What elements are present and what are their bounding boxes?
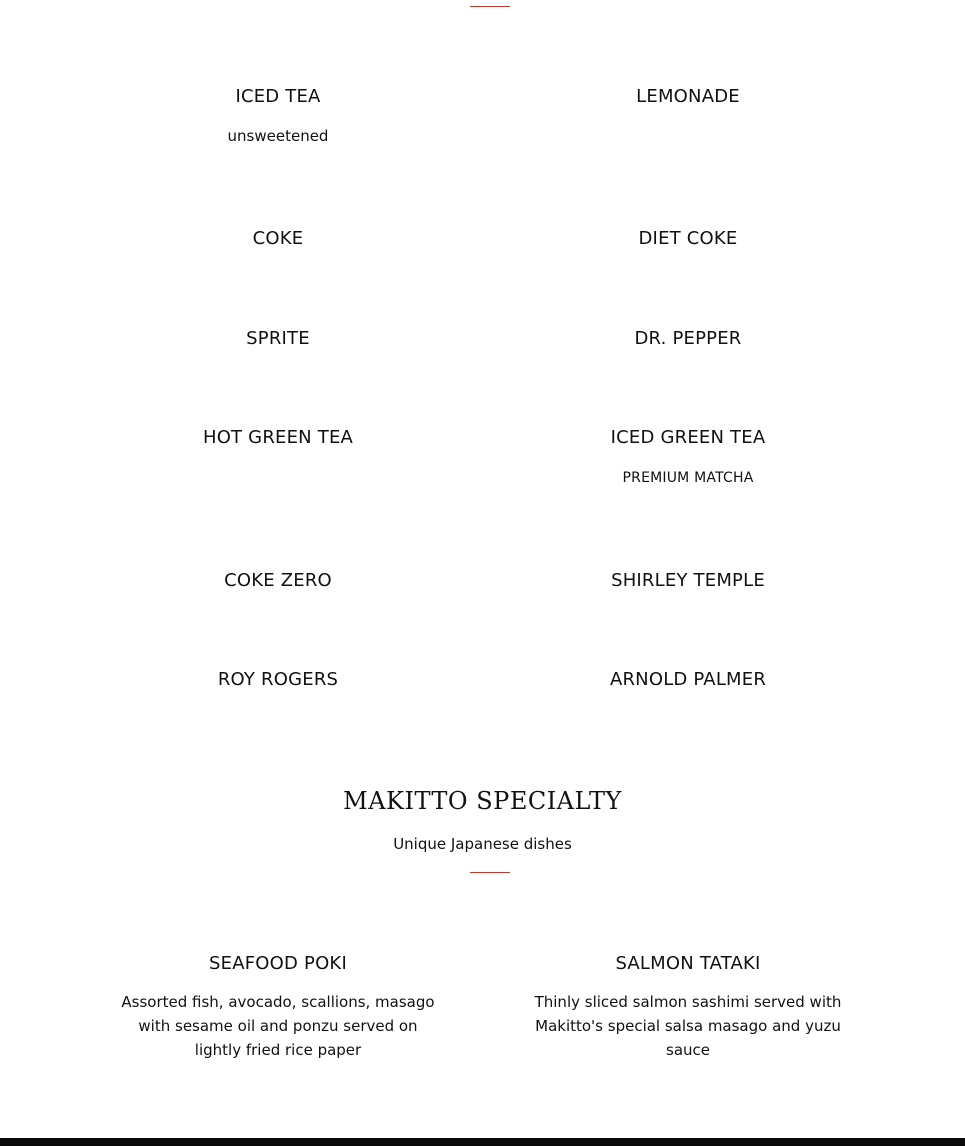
menu-item-name: LEMONADE [636, 86, 740, 107]
menu-item-name: DIET COKE [638, 228, 738, 249]
desc-line: Thinly sliced salmon sashimi served with [534, 993, 842, 1011]
desc-line: lightly fried rice paper [194, 1041, 362, 1059]
section-title: MAKITTO SPECIALTY [343, 787, 622, 815]
menu-item-name: ICED GREEN TEA [610, 427, 766, 448]
menu-item-name: COKE ZERO [224, 570, 332, 591]
desc-line: sauce [666, 1041, 710, 1059]
menu-item-name: HOT GREEN TEA [202, 427, 354, 448]
menu-item-desc [98, 990, 458, 1062]
desc-line: Assorted fish, avocado, scallions, masago [121, 993, 435, 1011]
menu-item-name: SALMON TATAKI [615, 953, 761, 974]
footer-bar [0, 1138, 965, 1146]
menu-item-desc: PREMIUM MATCHA [622, 470, 754, 486]
desc-line: Makitto's special salsa masago and yuzu [535, 1017, 841, 1035]
desc-line: with sesame oil and ponzu served on [138, 1017, 418, 1035]
section-subtitle: Unique Japanese dishes [393, 835, 572, 853]
menu-item-name: ROY ROGERS [217, 669, 339, 690]
menu-item-name: COKE [252, 228, 304, 249]
menu-item-name: SEAFOOD POKI [209, 953, 347, 974]
menu-item-name: ICED TEA [235, 86, 321, 107]
menu-item-desc [508, 990, 868, 1062]
menu-item-desc: unsweetened [227, 127, 329, 145]
menu-item-name: SHIRLEY TEMPLE [611, 570, 765, 591]
menu-item-name: ARNOLD PALMER [609, 669, 767, 690]
menu-item-name: SPRITE [246, 328, 310, 349]
menu-item-name: DR. PEPPER [634, 328, 742, 349]
top-divider [470, 6, 510, 7]
section-divider [470, 872, 510, 873]
